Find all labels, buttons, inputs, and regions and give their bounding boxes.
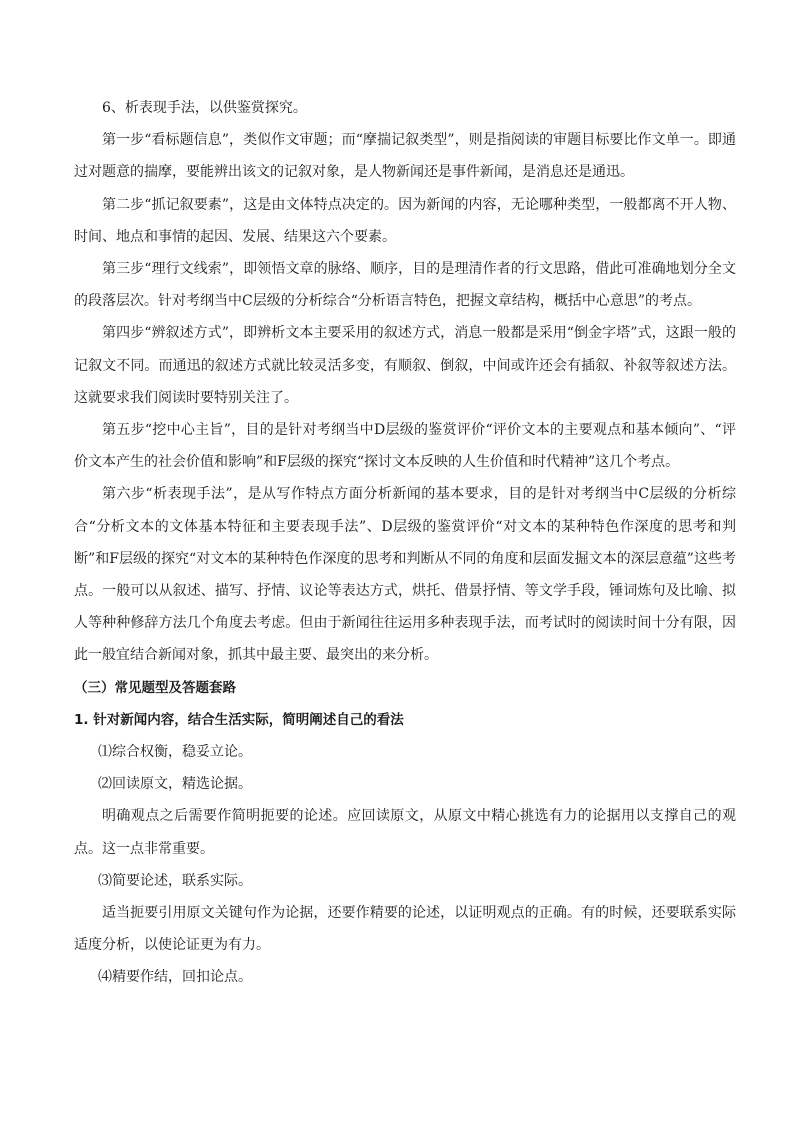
section-heading: （三）常见题型及答题套路: [74, 679, 236, 696]
step-2-paragraph: 第二步“抓记叙要素”，这是由文体特点决定的。因为新闻的内容，无论哪种类型，一般都离不开人物、时间、地点和事情的起因、发展、结果这六个要素。: [74, 196, 736, 245]
step-4-paragraph: 第四步“辨叙述方式”，即辨析文本主要采用的叙述方式，消息一般都是采用“倒金字塔”式，这跟一般的记叙文不同。而通迅的叙述方式就比较灵活多变，有顺叙、倒叙，中间或许还会有插叙、补叙等叙述方法。这就要求我们阅读时要特别关注了。: [74, 325, 736, 406]
step-1-paragraph: 第一步“看标题信息”，类似作文审题；而“摩揣记叙类型”，则是指阅读的审题目标要比作文单一。即通过对题意的揣摩，要能辨出该文的记叙对象，是人物新闻还是事件新闻，是消息还是通迅。: [74, 132, 736, 181]
step-6-paragraph: 第六步“析表现手法”，是从写作特点方面分析新闻的基本要求，目的是针对考纲当中C层级的分析综合“分析文本的文体基本特征和主要表现手法”、D层级的鉴赏评价“对文本的某种特色作深度的思考和判断”和F层级的探究“对文本的某种特色作深度的思考和判断从不同的角度和层面发掘文本的深层意蕴”这些考点。一般可以从叙述、描写、抒情、议论等表达方式，烘托、借景抒情、等文学手段，锤词炼句及比喻、拟人等种种修辞方法几个角度去考虑。但由于新闻往往运用多种表现手法，而考试时的阅读时间十分有限，因此一般宜结合新闻对象，抓其中最主要、最突出的来分析。: [74, 486, 736, 664]
question-type-heading: 1. 针对新闻内容，结合生活实际，简明阐述自己的看法: [74, 711, 404, 728]
sub-point-2: ⑵回读原文，精选论据。: [98, 776, 252, 793]
sub-point-3-explanation: 适当扼要引用原文关键句作为论据，还要作精要的论述，以证明观点的正确。有的时候，还要联系实际适度分析，以使论证更为有力。: [74, 905, 736, 954]
step-3-paragraph: 第三步“理行文线索”，即领悟文章的脉络、顺序，目的是理清作者的行文思路，借此可准确地划分全文的段落层次。针对考纲当中C层级的分析综合“分析语言特色，把握文章结构，概括中心意思”的考点。: [74, 261, 736, 310]
sub-point-2-explanation: 明确观点之后需要作简明扼要的论述。应回读原文，从原文中精心挑选有力的论据用以支撑自己的观点。这一点非常重要。: [74, 808, 736, 857]
step-5-paragraph: 第五步“挖中心主旨”，目的是针对考纲当中D层级的鉴赏评价“评价文本的主要观点和基本倾向”、“评价文本产生的社会价值和影响”和F层级的探究“探讨文本反映的人生价值和时代精神”这几个考点。: [74, 422, 736, 471]
sub-point-3: ⑶简要论述，联系实际。: [98, 872, 252, 889]
sub-point-1: ⑴综合权衡，稳妥立论。: [98, 744, 252, 761]
sub-point-4: ⑷精要作结，回扣论点。: [98, 969, 252, 986]
document-body: [74, 92, 736, 994]
section-6-intro: 6、析表现手法，以供鉴赏探究。: [102, 100, 307, 116]
